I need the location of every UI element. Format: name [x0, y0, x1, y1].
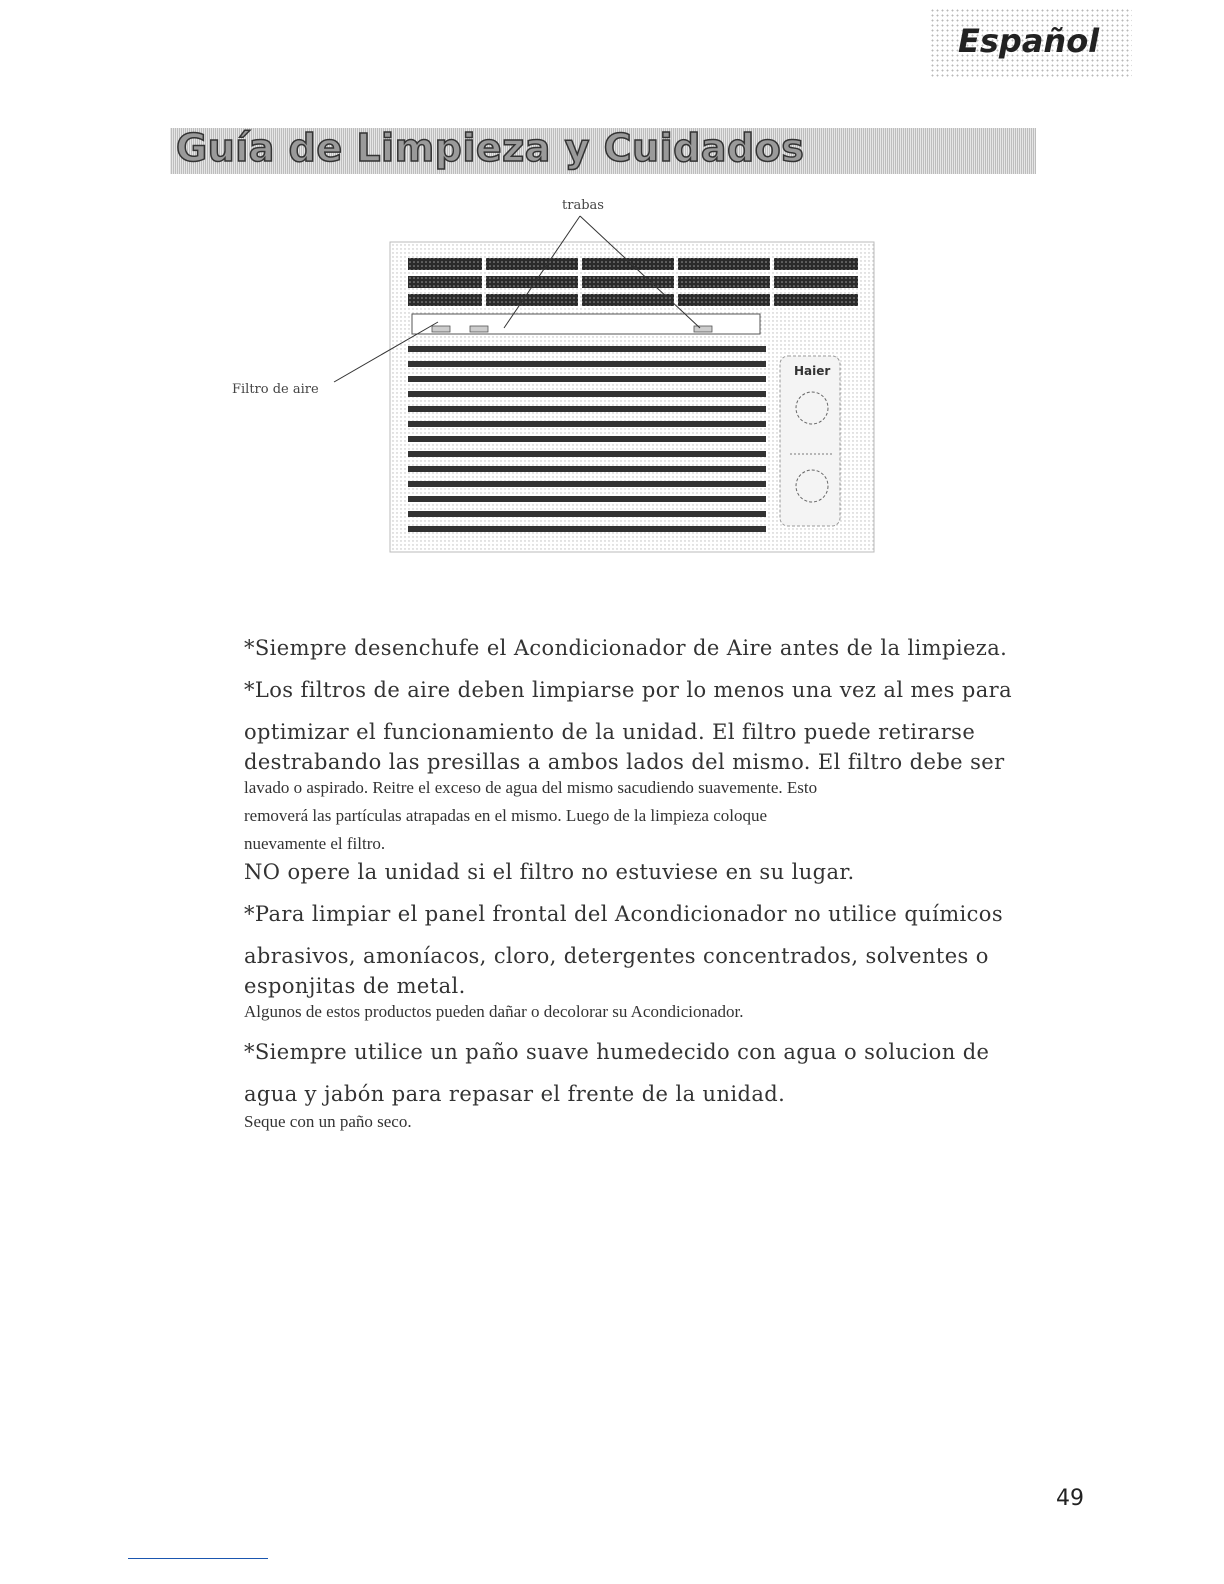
louver-slat [408, 376, 766, 382]
language-tab [930, 8, 1132, 78]
grill-slot [486, 258, 578, 270]
instruction-line: NO opere la unidad si el filtro no estuviese en su lugar. [244, 860, 855, 884]
louver-slat [408, 466, 766, 472]
filter-latch-right [694, 326, 712, 332]
grill-slot [408, 276, 482, 288]
callout-latches: trabas [562, 198, 604, 213]
grill-slot [486, 294, 578, 306]
instruction-line: agua y jabón para repasar el frente de la unidad. [244, 1082, 786, 1106]
louver-slat [408, 481, 766, 487]
louver-slat [408, 391, 766, 397]
grill-slot [774, 258, 858, 270]
air-conditioner-illustration [200, 196, 890, 566]
filter-latch-left [432, 326, 450, 332]
control-panel [780, 356, 840, 526]
grill-slot [408, 294, 482, 306]
instruction-line: removerá las partículas atrapadas en el mismo. Luego de la limpieza coloque [244, 806, 768, 825]
brand-logo: Haier [794, 364, 831, 378]
instruction-line: destrabando las presillas a ambos lados del mismo. El filtro debe ser [244, 750, 1005, 774]
louver-slat [408, 346, 766, 352]
grill-slot [774, 294, 858, 306]
grill-slot [582, 294, 674, 306]
grill-slot [678, 294, 770, 306]
section-title-band [170, 128, 1036, 174]
instruction-line: lavado o aspirado. Reitre el exceso de agua del mismo sacudiendo suavemente. Esto [244, 778, 818, 797]
louver-slat [408, 496, 766, 502]
page-number: 49 [1056, 1486, 1084, 1511]
instruction-line: nuevamente el filtro. [244, 834, 386, 853]
instruction-line: Seque con un paño seco. [244, 1112, 412, 1131]
callout-air-filter: Filtro de aire [232, 382, 319, 397]
grill-slot [774, 276, 858, 288]
grill-slot [678, 258, 770, 270]
grill-slot [678, 276, 770, 288]
footer-rule [128, 1558, 268, 1559]
instruction-line: Algunos de estos productos pueden dañar o decolorar su Acondicionador. [244, 1002, 744, 1021]
louver-slat [408, 421, 766, 427]
cleaning-instructions [244, 636, 1074, 1132]
grill-slot [582, 258, 674, 270]
section-title: Guía de Limpieza y Cuidados [176, 126, 805, 170]
air-conditioner-figure [200, 196, 890, 566]
filter-latch-center [470, 326, 488, 332]
louver-slat [408, 451, 766, 457]
louver-slat [408, 436, 766, 442]
instruction-line: esponjitas de metal. [244, 974, 466, 998]
instruction-line: abrasivos, amoníacos, cloro, detergentes concentrados, solventes o [244, 944, 989, 968]
language-label: Español [958, 22, 1100, 60]
grill-slot [408, 258, 482, 270]
instruction-line: *Para limpiar el panel frontal del Acondicionador no utilice químicos [244, 902, 1004, 926]
louver-slat [408, 526, 766, 532]
louver-slat [408, 511, 766, 517]
louver-slat [408, 361, 766, 367]
instruction-line: *Siempre utilice un paño suave humedecido con agua o solucion de [244, 1040, 990, 1064]
grill-slot [582, 276, 674, 288]
louver-slat [408, 406, 766, 412]
instruction-line: *Siempre desenchufe el Acondicionador de Aire antes de la limpieza. [244, 636, 1008, 660]
instruction-line: optimizar el funcionamiento de la unidad. El filtro puede retirarse [244, 720, 976, 744]
instruction-line: *Los filtros de aire deben limpiarse por lo menos una vez al mes para [244, 678, 1013, 702]
